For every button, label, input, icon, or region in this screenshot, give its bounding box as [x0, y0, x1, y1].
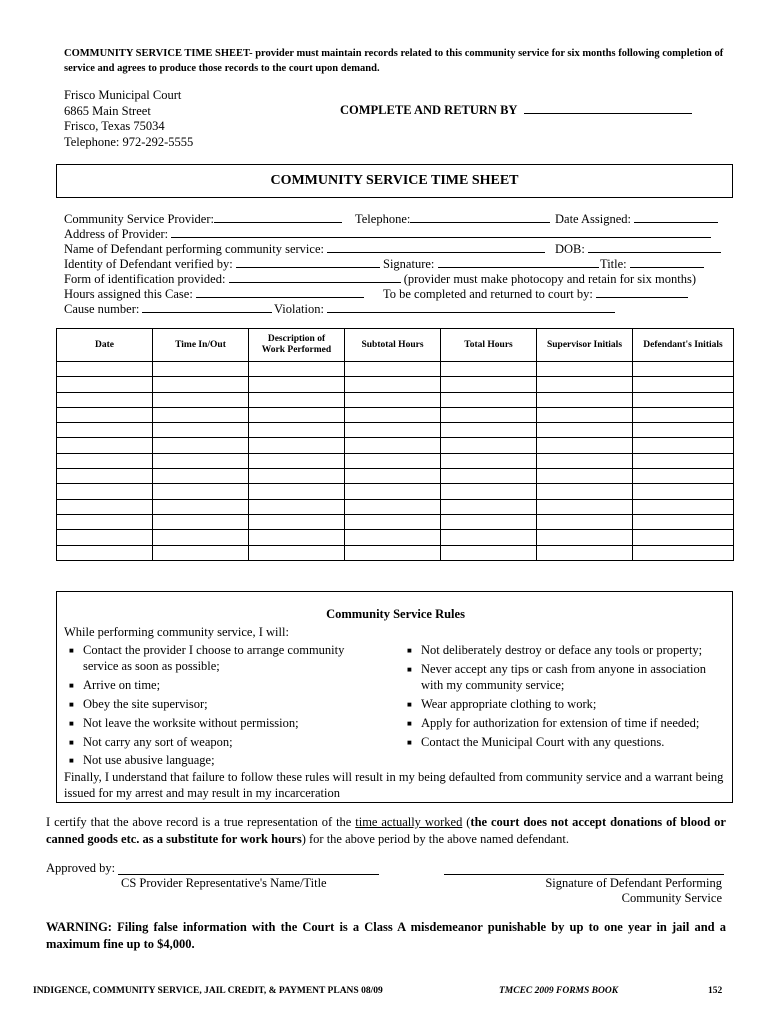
violation-line[interactable] — [327, 302, 615, 313]
rule-text: Arrive on time; — [83, 678, 161, 692]
table-cell[interactable] — [537, 453, 633, 468]
table-cell[interactable] — [57, 530, 153, 545]
table-cell[interactable] — [441, 545, 537, 560]
table-cell[interactable] — [57, 362, 153, 377]
rule-item — [69, 735, 233, 751]
provider-rep-line[interactable] — [118, 874, 379, 875]
table-cell[interactable] — [633, 514, 734, 529]
table-cell[interactable] — [249, 514, 345, 529]
bullet-icon: ■ — [69, 738, 74, 747]
table-cell[interactable] — [153, 453, 249, 468]
court-street: 6865 Main Street — [64, 103, 151, 118]
table-cell[interactable] — [153, 484, 249, 499]
bullet-icon: ■ — [407, 646, 412, 655]
form-title-box — [56, 164, 733, 198]
violation-field — [274, 302, 615, 317]
table-cell[interactable] — [57, 499, 153, 514]
rule-item — [407, 643, 702, 659]
address-label: Address of Provider: — [64, 227, 169, 241]
header-subtotal-hours: Subtotal Hours — [345, 329, 441, 362]
table-cell[interactable] — [537, 407, 633, 422]
table-cell[interactable] — [153, 514, 249, 529]
court-name: Frisco Municipal Court — [64, 88, 182, 102]
table-cell[interactable] — [57, 407, 153, 422]
rule-text: Not use abusive language; — [83, 753, 215, 767]
table-cell[interactable] — [345, 392, 441, 407]
warning-statement: WARNING: Filing false information with the Court is a Class A misdemeanor punishable by up to one year in jail and a maximum fine up to $4,000. — [46, 920, 726, 951]
table-cell[interactable] — [57, 423, 153, 438]
defendant-signature-caption-2: Community Service — [621, 891, 722, 905]
table-cell[interactable] — [537, 423, 633, 438]
table-row — [57, 423, 734, 438]
table-cell[interactable] — [249, 438, 345, 453]
table-cell[interactable] — [153, 392, 249, 407]
table-cell[interactable] — [345, 377, 441, 392]
header-supervisor-initials: Supervisor Initials — [537, 329, 633, 362]
table-row — [57, 530, 734, 545]
table-cell[interactable] — [153, 423, 249, 438]
title-field — [600, 257, 704, 272]
title-line[interactable] — [630, 257, 704, 268]
rules-intro: While performing community service, I will: — [64, 625, 289, 639]
table-cell[interactable] — [633, 438, 734, 453]
table-cell[interactable] — [345, 407, 441, 422]
bullet-icon: ■ — [407, 665, 412, 674]
title-label: Title: — [600, 257, 627, 271]
bullet-icon: ■ — [407, 719, 412, 728]
address-field — [64, 227, 711, 242]
rule-item — [69, 697, 208, 713]
table-cell[interactable] — [153, 545, 249, 560]
identity-line[interactable] — [236, 257, 380, 268]
table-cell[interactable] — [345, 499, 441, 514]
table-cell[interactable] — [249, 407, 345, 422]
table-cell[interactable] — [633, 484, 734, 499]
bullet-icon: ■ — [69, 681, 74, 690]
table-cell[interactable] — [57, 484, 153, 499]
table-cell[interactable] — [345, 362, 441, 377]
table-cell[interactable] — [537, 377, 633, 392]
table-cell[interactable] — [57, 469, 153, 484]
bullet-icon: ■ — [407, 700, 412, 709]
to-be-completed-line[interactable] — [596, 287, 688, 298]
date-assigned-field — [555, 212, 718, 227]
table-cell[interactable] — [633, 453, 734, 468]
rule-item — [407, 697, 596, 713]
table-cell[interactable] — [441, 407, 537, 422]
signature-label: Signature: — [383, 257, 435, 271]
defendant-name-field — [64, 242, 545, 257]
table-cell[interactable] — [633, 362, 734, 377]
table-cell[interactable] — [57, 392, 153, 407]
header-time-in-out: Time In/Out — [153, 329, 249, 362]
hours-label: Hours assigned this Case: — [64, 287, 193, 301]
table-cell[interactable] — [153, 438, 249, 453]
rule-text: with my community service; — [421, 677, 565, 692]
dob-field — [555, 242, 721, 257]
defendant-signature-caption-1: Signature of Defendant Performing — [545, 876, 722, 890]
table-row — [57, 438, 734, 453]
table-cell[interactable] — [633, 407, 734, 422]
rules-title: Community Service Rules — [326, 607, 465, 621]
rule-item — [69, 716, 299, 732]
identity-label: Identity of Defendant verified by: — [64, 257, 233, 271]
cause-line[interactable] — [142, 302, 272, 313]
rules-finally-line1: Finally, I understand that failure to follow these rules will result in my being defaulted from community service and a warrant being — [64, 770, 724, 784]
bullet-icon: ■ — [69, 646, 74, 655]
form-id-line[interactable] — [229, 272, 401, 283]
dob-line[interactable] — [588, 242, 721, 253]
time-sheet-table — [56, 328, 734, 561]
table-cell[interactable] — [537, 499, 633, 514]
hours-field — [64, 287, 364, 302]
certification-statement — [46, 814, 726, 848]
rules-finally-line2: issued for my arrest and may result in my incarceration — [64, 786, 340, 800]
certify-underlined: time actually worked — [355, 815, 463, 829]
table-cell[interactable] — [345, 438, 441, 453]
table-cell[interactable] — [537, 514, 633, 529]
rule-text: Contact the Municipal Court with any questions. — [421, 735, 665, 749]
table-header-row — [57, 329, 734, 362]
rules-box — [56, 591, 733, 803]
table-cell[interactable] — [249, 362, 345, 377]
rule-text: Wear appropriate clothing to work; — [421, 697, 597, 711]
defendant-signature-line[interactable] — [444, 874, 724, 875]
table-cell[interactable] — [441, 362, 537, 377]
bullet-icon: ■ — [69, 756, 74, 765]
table-row — [57, 499, 734, 514]
table-cell[interactable] — [249, 377, 345, 392]
table-cell[interactable] — [633, 545, 734, 560]
provider-field — [64, 212, 342, 227]
date-assigned-label: Date Assigned: — [555, 212, 632, 226]
table-row — [57, 377, 734, 392]
complete-return-line[interactable] — [524, 103, 692, 114]
table-row — [57, 392, 734, 407]
rule-item — [407, 735, 664, 751]
cause-field — [64, 302, 272, 317]
court-city: Frisco, Texas 75034 — [64, 119, 165, 133]
certify-text-3: ) for the above period by the above named defendant. — [301, 832, 569, 846]
table-cell[interactable] — [249, 530, 345, 545]
rule-text: Never accept any tips or cash from anyone in association — [421, 662, 706, 676]
complete-return-by — [340, 103, 692, 118]
court-phone: Telephone: 972-292-5555 — [64, 134, 194, 149]
table-cell[interactable] — [345, 484, 441, 499]
table-row — [57, 362, 734, 377]
table-cell[interactable] — [249, 469, 345, 484]
table-cell[interactable] — [441, 514, 537, 529]
table-cell[interactable] — [57, 514, 153, 529]
table-cell[interactable] — [441, 423, 537, 438]
rule-text: Not deliberately destroy or deface any tools or property; — [421, 643, 703, 657]
table-cell[interactable] — [633, 530, 734, 545]
table-cell[interactable] — [537, 392, 633, 407]
footer-center: TMCEC 2009 FORMS BOOK — [499, 986, 619, 996]
certify-bold: the court does not accept donations of blood or canned goods etc. as a substitute for work hours — [46, 815, 726, 846]
table-body — [57, 362, 734, 561]
table-cell[interactable] — [537, 362, 633, 377]
table-cell[interactable] — [537, 469, 633, 484]
table-cell[interactable] — [441, 438, 537, 453]
table-cell[interactable] — [249, 545, 345, 560]
table-cell[interactable] — [441, 377, 537, 392]
table-cell[interactable] — [57, 377, 153, 392]
table-row — [57, 453, 734, 468]
court-address — [64, 88, 193, 150]
rule-text: Apply for authorization for extension of time if needed; — [421, 716, 700, 730]
hours-line[interactable] — [196, 287, 364, 298]
rule-text: Not leave the worksite without permission; — [83, 716, 299, 730]
table-cell[interactable] — [345, 423, 441, 438]
form-id-field — [64, 272, 696, 287]
rule-text: service as soon as possible; — [83, 658, 220, 673]
rule-item — [407, 716, 699, 732]
table-cell[interactable] — [249, 423, 345, 438]
table-cell[interactable] — [441, 392, 537, 407]
rule-text: Not carry any sort of weapon; — [83, 735, 233, 749]
to-be-completed-field — [383, 287, 688, 302]
table-cell[interactable] — [633, 392, 734, 407]
bullet-icon: ■ — [69, 719, 74, 728]
table-cell[interactable] — [345, 514, 441, 529]
header-date: Date — [57, 329, 153, 362]
table-cell[interactable] — [153, 407, 249, 422]
table-cell[interactable] — [57, 453, 153, 468]
telephone-line[interactable] — [410, 212, 550, 223]
table-cell[interactable] — [345, 453, 441, 468]
rule-text: Obey the site supervisor; — [83, 697, 208, 711]
signature-line[interactable] — [438, 257, 599, 268]
address-line[interactable] — [171, 227, 711, 238]
table-cell[interactable] — [633, 499, 734, 514]
table-row — [57, 484, 734, 499]
identity-field — [64, 257, 380, 272]
defendant-name-label: Name of Defendant performing community service: — [64, 242, 324, 256]
table-cell[interactable] — [153, 499, 249, 514]
table-cell[interactable] — [57, 545, 153, 560]
to-be-completed-label: To be completed and returned to court by: — [383, 287, 593, 301]
form-id-note: (provider must make photocopy and retain for six months) — [403, 272, 696, 286]
table-cell[interactable] — [441, 530, 537, 545]
table-cell[interactable] — [153, 377, 249, 392]
signature-field — [383, 257, 599, 272]
table-cell[interactable] — [249, 453, 345, 468]
violation-label: Violation: — [274, 302, 324, 316]
table-cell[interactable] — [345, 530, 441, 545]
table-cell[interactable] — [537, 545, 633, 560]
certify-text-2: ( — [462, 815, 471, 829]
table-cell[interactable] — [441, 453, 537, 468]
rule-text: Contact the provider I choose to arrange community — [83, 643, 345, 657]
complete-return-label: COMPLETE AND RETURN BY — [340, 103, 517, 117]
header-defendant-initials: Defendant's Initials — [633, 329, 734, 362]
header-description: Description of Work Performed — [249, 329, 345, 362]
table-cell[interactable] — [537, 438, 633, 453]
table-cell[interactable] — [633, 423, 734, 438]
table-cell[interactable] — [345, 545, 441, 560]
table-cell[interactable] — [57, 438, 153, 453]
rule-item — [69, 678, 160, 694]
rule-item — [69, 753, 215, 769]
header-total-hours: Total Hours — [441, 329, 537, 362]
table-cell[interactable] — [537, 530, 633, 545]
table-cell[interactable] — [441, 484, 537, 499]
table-cell[interactable] — [633, 377, 734, 392]
records-notice: COMMUNITY SERVICE TIME SHEET- provider must maintain records related to this community service for six months following completion of service and agrees to produce those records to the court upon demand. — [64, 48, 724, 74]
telephone-field — [355, 212, 550, 227]
rule-item — [69, 643, 344, 674]
table-cell[interactable] — [249, 484, 345, 499]
table-row — [57, 514, 734, 529]
date-assigned-line[interactable] — [634, 212, 718, 223]
table-cell[interactable] — [249, 392, 345, 407]
provider-line[interactable] — [214, 212, 342, 223]
defendant-name-line[interactable] — [327, 242, 545, 253]
telephone-label: Telephone: — [355, 212, 411, 226]
cause-label: Cause number: — [64, 302, 140, 316]
bullet-icon: ■ — [407, 738, 412, 747]
table-cell[interactable] — [441, 469, 537, 484]
dob-label: DOB: — [555, 242, 585, 256]
provider-rep-caption: CS Provider Representative's Name/Title — [121, 876, 327, 890]
certify-text-1: I certify that the above record is a true representation of the — [46, 815, 356, 829]
footer-page-number: 152 — [708, 986, 723, 996]
rule-item — [407, 662, 706, 693]
approved-by-label: Approved by: — [46, 861, 116, 875]
form-title: COMMUNITY SERVICE TIME SHEET — [270, 173, 519, 188]
form-id-label: Form of identification provided: — [64, 272, 226, 286]
table-cell[interactable] — [633, 469, 734, 484]
provider-label: Community Service Provider: — [64, 212, 214, 226]
table-cell[interactable] — [441, 499, 537, 514]
footer-left: INDIGENCE, COMMUNITY SERVICE, JAIL CREDIT, & PAYMENT PLANS 08/09 — [33, 986, 383, 996]
table-cell[interactable] — [249, 499, 345, 514]
bullet-icon: ■ — [69, 700, 74, 709]
table-cell[interactable] — [153, 530, 249, 545]
table-row — [57, 545, 734, 560]
table-cell[interactable] — [537, 484, 633, 499]
table-cell[interactable] — [153, 469, 249, 484]
table-row — [57, 469, 734, 484]
table-cell[interactable] — [345, 469, 441, 484]
table-row — [57, 407, 734, 422]
table-cell[interactable] — [153, 362, 249, 377]
